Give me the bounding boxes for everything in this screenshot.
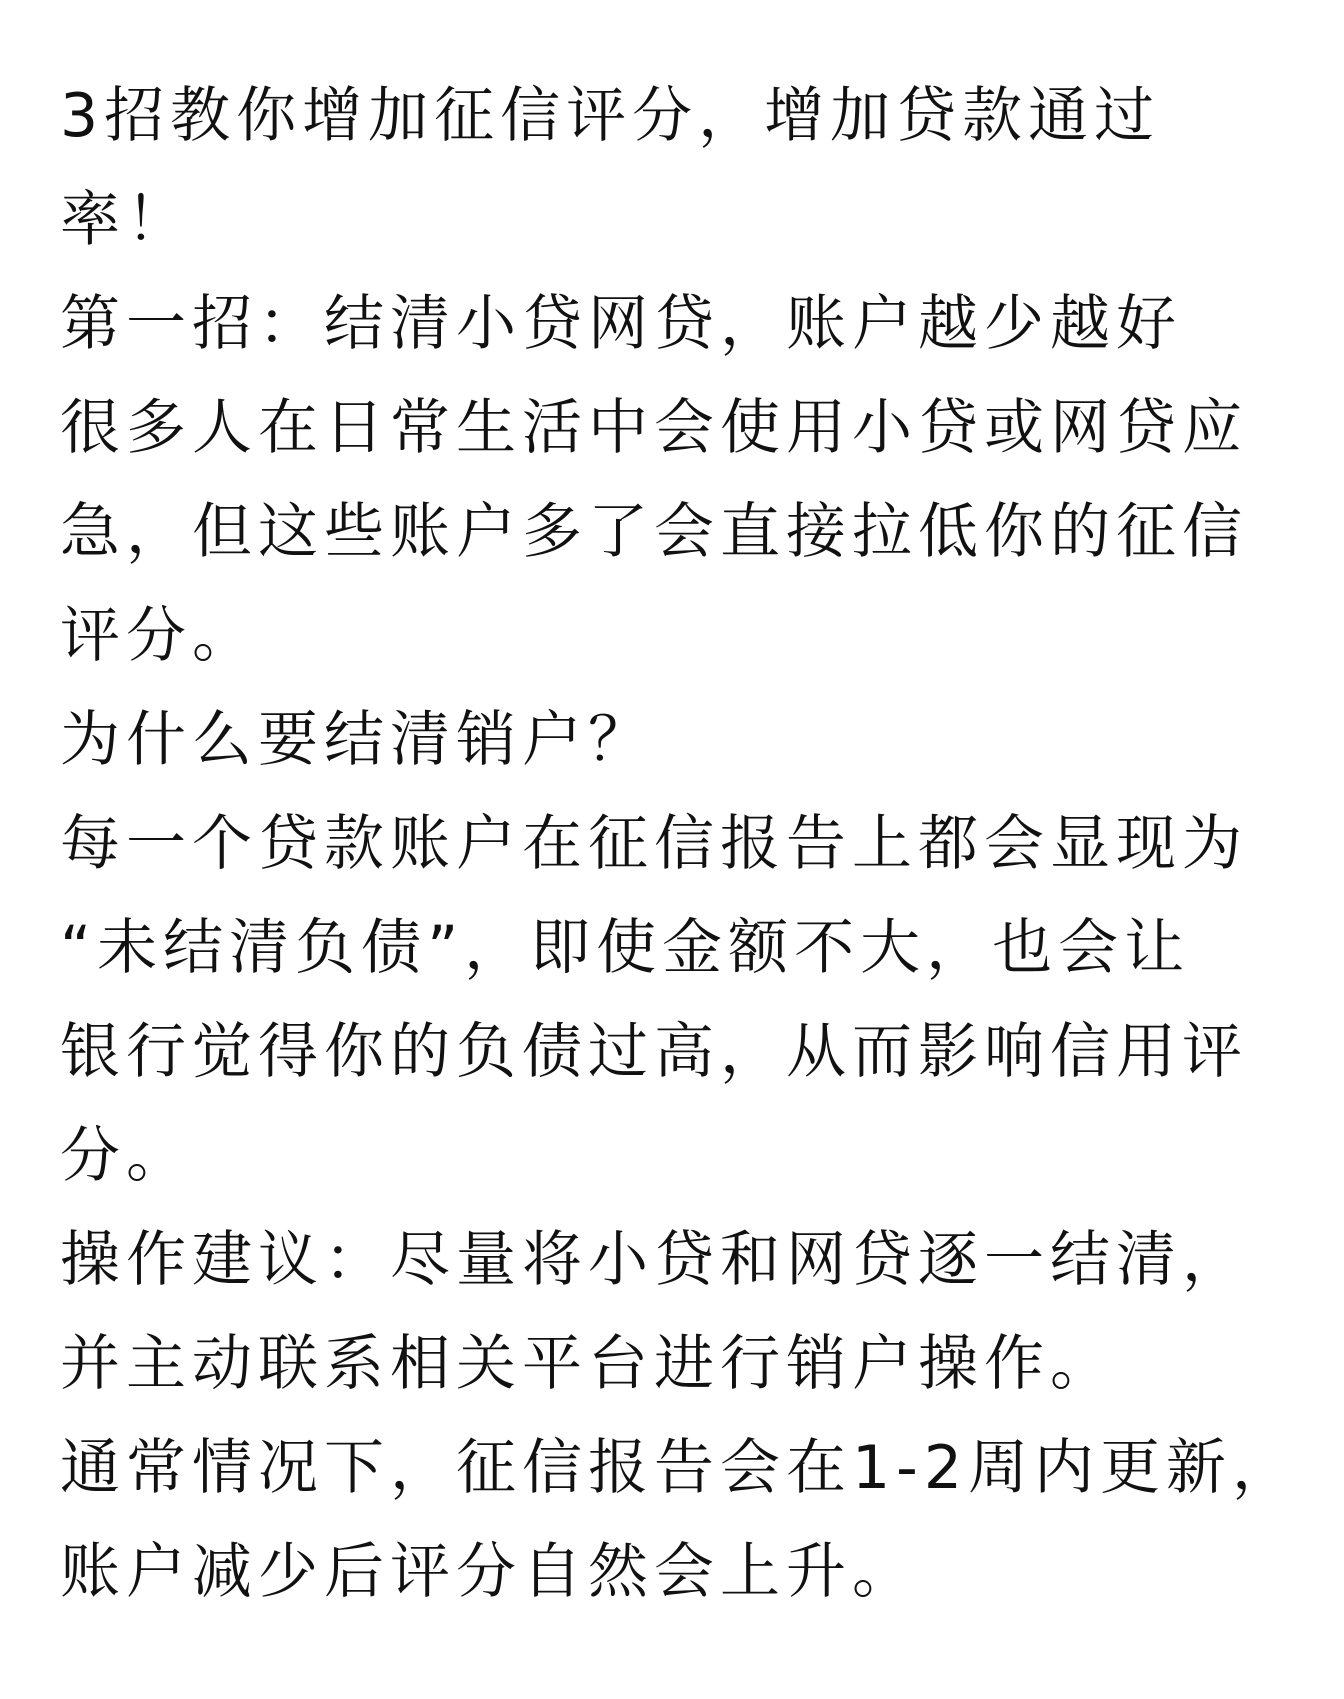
section-heading-first-tip: 第一招：结清小贷网贷，账户越少越好 (60, 289, 1182, 359)
why-paragraph (60, 792, 1294, 1208)
intro-paragraph (60, 376, 1294, 688)
paragraph-line: “未结清负债”，即使金额不大，也会让 (60, 913, 1191, 983)
document-body (60, 64, 1298, 1624)
title-line: 3招教你增加征信评分，增加贷款通过 (60, 81, 1161, 151)
advice-paragraph (60, 1208, 1294, 1416)
paragraph-line: 银行觉得你的负债过高，从而影响信用评 (60, 1017, 1248, 1087)
paragraph-line: 操作建议：尽量将小贷和网贷逐一结清， (60, 1225, 1248, 1295)
paragraph-line: 很多人在日常生活中会使用小贷或网贷应 (60, 393, 1248, 463)
paragraph-line: 评分。 (60, 601, 258, 671)
paragraph-line: 并主动联系相关平台进行销户操作。 (60, 1329, 1116, 1399)
paragraph-line: 通常情况下，征信报告会在1-2周内更新， (60, 1433, 1298, 1503)
document-title (60, 64, 1294, 272)
paragraph-line: 分。 (60, 1121, 192, 1191)
paragraph-line: 每一个贷款账户在征信报告上都会显现为 (60, 809, 1248, 879)
paragraph-line: 账户减少后评分自然会上升。 (60, 1537, 918, 1607)
note-paragraph (60, 1416, 1298, 1624)
title-line: 率！ (60, 185, 192, 255)
why-heading: 为什么要结清销户？ (60, 705, 654, 775)
paragraph-line: 急，但这些账户多了会直接拉低你的征信 (60, 497, 1248, 567)
